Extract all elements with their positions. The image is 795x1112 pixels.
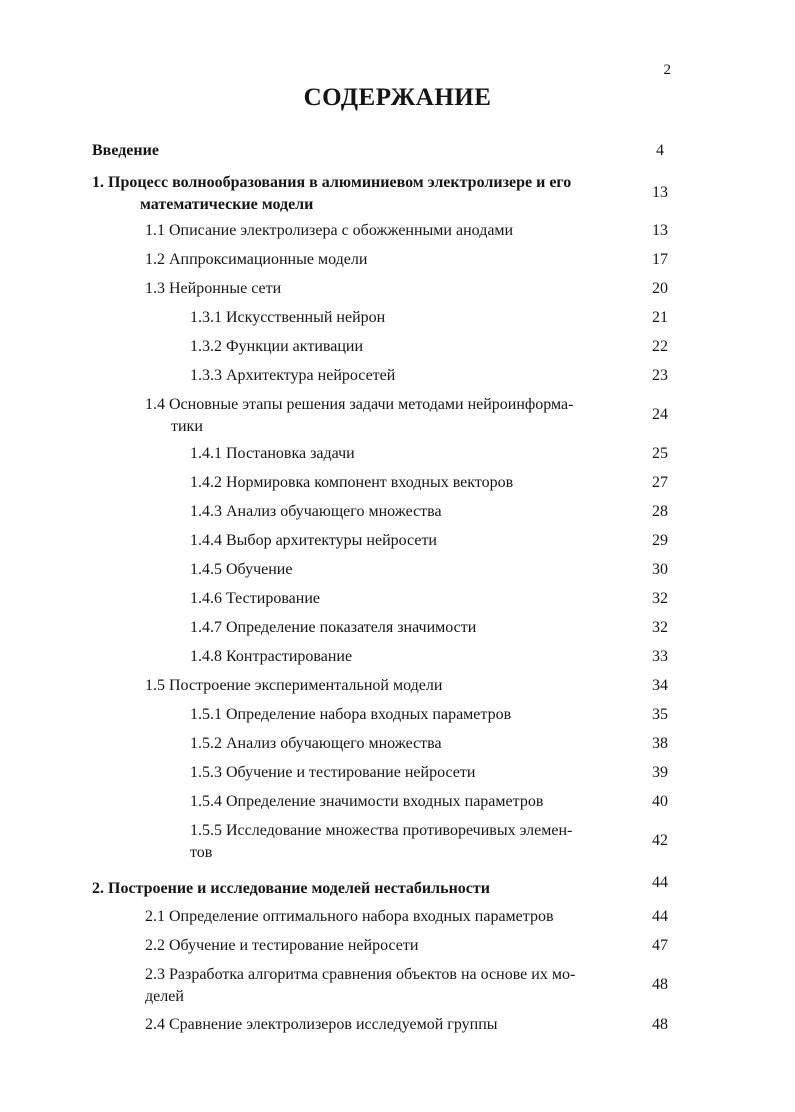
toc-entry-line-2: тов: [190, 844, 213, 861]
toc-entry-page: 25: [652, 445, 668, 462]
page-title: СОДЕРЖАНИЕ: [303, 84, 492, 111]
toc-entry-page: 38: [652, 735, 668, 752]
toc-entry-page: 44: [652, 908, 668, 925]
toc-entry-page: 27: [652, 474, 668, 491]
toc-entry-text: 1.5.2 Анализ обучающего множества: [190, 735, 442, 752]
toc-entry-line-1: 1.4 Основные этапы решения задачи методами нейроинформа-: [145, 396, 574, 413]
toc-entry-text: 1.4.8 Контрастирование: [190, 648, 353, 665]
toc-entry-page: 4: [656, 142, 664, 159]
toc-entry-text: [190, 820, 640, 864]
toc-entry-page: 40: [652, 793, 668, 810]
toc-entry-text: 1.3.2 Функции активации: [190, 338, 364, 355]
toc-entry-page: 39: [652, 764, 668, 781]
toc-entry-line-2: тики: [171, 418, 203, 435]
toc-entry-text: 1.4.6 Тестирование: [190, 590, 320, 607]
toc-entry-page: 20: [652, 280, 668, 297]
toc-entry-page: 13: [652, 222, 668, 239]
toc-entry-text: 1.4.4 Выбор архитектуры нейросети: [190, 532, 437, 549]
toc-entry-page: 32: [652, 619, 668, 636]
toc-entry-page: 48: [652, 1016, 668, 1033]
toc-entry-page: 29: [652, 532, 668, 549]
toc-entry-text: 1.3 Нейронные сети: [145, 280, 282, 297]
toc-entry-text: 2. Построение и исследование моделей нестабильности: [92, 880, 490, 897]
toc-entry-page: 21: [652, 309, 668, 326]
toc-entry-text: 1.4.2 Нормировка компонент входных векторов: [190, 474, 514, 491]
toc-entry-line-2: делей: [145, 988, 184, 1005]
toc-entry-page: 24: [652, 406, 668, 423]
toc-entry-text: 1.3.3 Архитектура нейросетей: [190, 367, 396, 384]
toc-entry-text: 1.5.1 Определение набора входных параметров: [190, 706, 512, 723]
toc-entry-text: [145, 964, 640, 1008]
toc-entry-line-1: 2.3 Разработка алгоритма сравнения объектов на основе их мо-: [145, 966, 576, 983]
toc-entry-text: 2.4 Сравнение электролизеров исследуемой группы: [145, 1016, 498, 1033]
toc-entry-page: 42: [652, 832, 668, 849]
toc-entry-text: 1.1 Описание электролизера с обожженными анодами: [145, 222, 514, 239]
toc-entry-text: 1.5.4 Определение значимости входных параметров: [190, 793, 544, 810]
toc-entry-text: 1.2 Аппроксимационные модели: [145, 251, 368, 268]
toc-entry-page: 28: [652, 503, 668, 520]
toc-entry-line-1: 1. Процесс волнообразования в алюминиевом электролизере и его: [92, 174, 572, 191]
toc-entry-text: 2.2 Обучение и тестирование нейросети: [145, 937, 419, 954]
toc-entry-page: 22: [652, 338, 668, 355]
toc-entry-text: 1.5 Построение экспериментальной модели: [145, 677, 443, 694]
toc-entry-page: 23: [652, 367, 668, 384]
toc-entry-page: 13: [652, 184, 668, 201]
page-number: 2: [663, 62, 671, 78]
toc-entry-page: 44: [652, 874, 668, 891]
toc-entry-text: 2.1 Определение оптимального набора входных параметров: [145, 908, 554, 925]
toc-entry-page: 17: [652, 251, 668, 268]
toc-entry-line-2: математические модели: [140, 196, 314, 213]
toc-entry-text: [145, 394, 640, 438]
toc-entry-page: 33: [652, 648, 668, 665]
toc-entry-text: 1.3.1 Искусственный нейрон: [190, 309, 386, 326]
toc-entry-page: 30: [652, 561, 668, 578]
toc-entry-page: 48: [652, 976, 668, 993]
toc-entry-line-1: 1.5.5 Исследование множества противоречивых элемен-: [190, 822, 573, 839]
toc-entry-text: 1.5.3 Обучение и тестирование нейросети: [190, 764, 476, 781]
toc-entry-page: 34: [652, 677, 668, 694]
toc-entry-page: 32: [652, 590, 668, 607]
toc-entry-text: [92, 172, 640, 216]
toc-entry-text: 1.4.7 Определение показателя значимости: [190, 619, 477, 636]
toc-entry-text: 1.4.1 Постановка задачи: [190, 445, 355, 462]
toc-entry-page: 35: [652, 706, 668, 723]
toc-entry-text: 1.4.5 Обучение: [190, 561, 293, 578]
toc-entry-page: 47: [652, 937, 668, 954]
toc-entry-text: 1.4.3 Анализ обучающего множества: [190, 503, 442, 520]
toc-entry-text: Введение: [92, 142, 159, 159]
